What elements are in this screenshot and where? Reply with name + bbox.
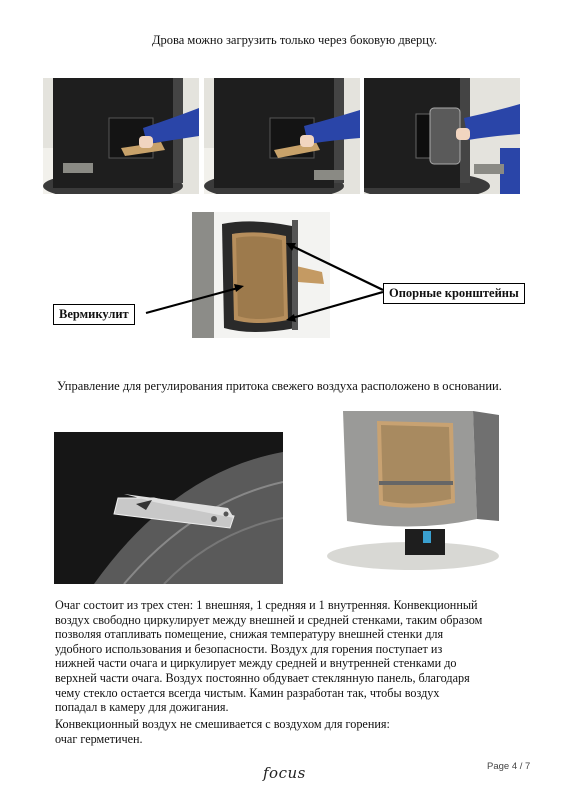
paragraph-line: воздух свободно циркулирует между внешней и средней стенками, таким образом bbox=[55, 612, 483, 627]
paragraph-line: удобного использования и безопасности. Воздух для горения поступает из bbox=[55, 641, 443, 656]
paragraph-line: позволяя отапливать помещение, снижая температуру внешней стенки для bbox=[55, 627, 444, 642]
paragraph-line: чему стекло остается всегда чистым. Камин разработан так, чтобы воздух bbox=[55, 685, 440, 700]
paragraph-line: Конвекционный воздух не смешивается с воздухом для горения: bbox=[55, 717, 390, 731]
callout-support-brackets: Опорные кронштейны bbox=[383, 283, 525, 304]
photo-air-control bbox=[54, 432, 283, 584]
paragraph-line: Очаг состоит из трех стен: 1 внешняя, 1 средняя и 1 внутренняя. Конвекционный bbox=[55, 598, 478, 612]
caption-mid: Управление для регулирования притока свежего воздуха расположено в основании. bbox=[57, 379, 502, 393]
paragraph-line: попадал в камеру для дожигания. bbox=[55, 700, 229, 715]
caption-top: Дрова можно загрузить только через боковую дверцу. bbox=[152, 33, 438, 47]
diagram-stove-section bbox=[323, 411, 500, 581]
focus-logo: focus bbox=[263, 764, 306, 782]
paragraph-line: очаг герметичен. bbox=[55, 731, 143, 746]
page-number: Page 4 / 7 bbox=[487, 761, 531, 772]
paragraph-sealed bbox=[55, 717, 495, 746]
paragraph-walls bbox=[55, 598, 495, 715]
paragraph-line: верхней части очага. Воздух постоянно обдувает стеклянную панель, благодаря bbox=[55, 670, 470, 685]
callout-vermiculite: Вермикулит bbox=[53, 304, 135, 325]
paragraph-line: нижней части очага и циркулирует между средней и внутренней стенками до bbox=[55, 656, 457, 671]
